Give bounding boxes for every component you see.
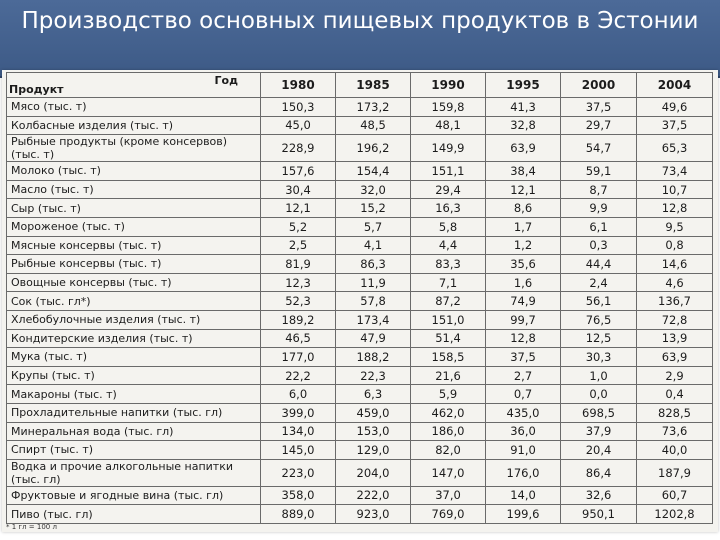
value-cell: 86,4 [561, 459, 637, 486]
value-cell: 48,1 [411, 116, 486, 135]
value-cell: 32,8 [486, 116, 561, 135]
value-cell: 45,0 [261, 116, 336, 135]
table-row [7, 116, 713, 135]
value-cell: 189,2 [261, 310, 336, 329]
value-cell: 11,9 [336, 273, 411, 292]
value-cell: 74,9 [486, 292, 561, 311]
table-row [7, 348, 713, 367]
value-cell: 187,9 [637, 459, 713, 486]
value-cell: 4,6 [637, 273, 713, 292]
product-name-cell: Кондитерские изделия (тыс. т) [7, 329, 261, 348]
table-row [7, 310, 713, 329]
value-cell: 15,2 [336, 199, 411, 218]
table-row [7, 292, 713, 311]
value-cell: 134,0 [261, 422, 336, 441]
product-name-cell: Пиво (тыс. гл) [7, 505, 261, 524]
value-cell: 1,7 [486, 217, 561, 236]
value-cell: 923,0 [336, 505, 411, 524]
header-corner-cell [7, 73, 261, 98]
product-name-cell: Сыр (тыс. т) [7, 199, 261, 218]
value-cell: 358,0 [261, 486, 336, 505]
value-cell: 228,9 [261, 135, 336, 162]
value-cell: 950,1 [561, 505, 637, 524]
value-cell: 63,9 [486, 135, 561, 162]
product-name-cell: Масло (тыс. т) [7, 180, 261, 199]
value-cell: 32,0 [336, 180, 411, 199]
table-row [7, 236, 713, 255]
table-row [7, 180, 713, 199]
value-cell: 12,1 [486, 180, 561, 199]
value-cell: 157,6 [261, 162, 336, 181]
table-row [7, 403, 713, 422]
value-cell: 59,1 [561, 162, 637, 181]
value-cell: 52,3 [261, 292, 336, 311]
value-cell: 30,4 [261, 180, 336, 199]
value-cell: 63,9 [637, 348, 713, 367]
value-cell: 4,4 [411, 236, 486, 255]
value-cell: 4,1 [336, 236, 411, 255]
table-row [7, 441, 713, 460]
value-cell: 2,4 [561, 273, 637, 292]
value-cell: 35,6 [486, 255, 561, 274]
value-cell: 12,8 [486, 329, 561, 348]
value-cell: 177,0 [261, 348, 336, 367]
year-header: 1985 [336, 73, 411, 98]
table-row [7, 135, 713, 162]
value-cell: 2,5 [261, 236, 336, 255]
value-cell: 16,3 [411, 199, 486, 218]
product-name-cell: Хлебобулочные изделия (тыс. т) [7, 310, 261, 329]
value-cell: 57,8 [336, 292, 411, 311]
product-name-cell: Мука (тыс. т) [7, 348, 261, 367]
value-cell: 20,4 [561, 441, 637, 460]
value-cell: 8,6 [486, 199, 561, 218]
value-cell: 10,7 [637, 180, 713, 199]
value-cell: 0,3 [561, 236, 637, 255]
production-table [6, 72, 713, 524]
product-name-cell: Минеральная вода (тыс. гл) [7, 422, 261, 441]
value-cell: 37,5 [561, 98, 637, 117]
product-name-cell: Мороженое (тыс. т) [7, 217, 261, 236]
year-header: 1980 [261, 73, 336, 98]
value-cell: 54,7 [561, 135, 637, 162]
value-cell: 83,3 [411, 255, 486, 274]
value-cell: 399,0 [261, 403, 336, 422]
value-cell: 147,0 [411, 459, 486, 486]
value-cell: 173,2 [336, 98, 411, 117]
year-header: 1995 [486, 73, 561, 98]
table-body [7, 98, 713, 524]
value-cell: 14,6 [637, 255, 713, 274]
value-cell: 129,0 [336, 441, 411, 460]
value-cell: 14,0 [486, 486, 561, 505]
value-cell: 91,0 [486, 441, 561, 460]
value-cell: 37,0 [411, 486, 486, 505]
value-cell: 153,0 [336, 422, 411, 441]
value-cell: 158,5 [411, 348, 486, 367]
value-cell: 6,0 [261, 385, 336, 404]
value-cell: 9,5 [637, 217, 713, 236]
product-name-cell: Прохладительные напитки (тыс. гл) [7, 403, 261, 422]
value-cell: 5,8 [411, 217, 486, 236]
year-header: 1990 [411, 73, 486, 98]
value-cell: 41,3 [486, 98, 561, 117]
value-cell: 2,9 [637, 366, 713, 385]
value-cell: 1202,8 [637, 505, 713, 524]
value-cell: 186,0 [411, 422, 486, 441]
value-cell: 12,5 [561, 329, 637, 348]
value-cell: 435,0 [486, 403, 561, 422]
value-cell: 76,5 [561, 310, 637, 329]
value-cell: 136,7 [637, 292, 713, 311]
table-row [7, 385, 713, 404]
value-cell: 145,0 [261, 441, 336, 460]
header-product-label: Продукт [9, 83, 64, 96]
value-cell: 12,8 [637, 199, 713, 218]
value-cell: 769,0 [411, 505, 486, 524]
product-name-cell: Крупы (тыс. т) [7, 366, 261, 385]
value-cell: 38,4 [486, 162, 561, 181]
value-cell: 51,4 [411, 329, 486, 348]
value-cell: 828,5 [637, 403, 713, 422]
value-cell: 8,7 [561, 180, 637, 199]
value-cell: 73,6 [637, 422, 713, 441]
value-cell: 82,0 [411, 441, 486, 460]
table-row [7, 505, 713, 524]
value-cell: 7,1 [411, 273, 486, 292]
value-cell: 37,9 [561, 422, 637, 441]
product-name-cell: Сок (тыс. гл*) [7, 292, 261, 311]
product-name-cell: Колбасные изделия (тыс. т) [7, 116, 261, 135]
value-cell: 49,6 [637, 98, 713, 117]
value-cell: 47,9 [336, 329, 411, 348]
value-cell: 48,5 [336, 116, 411, 135]
value-cell: 22,3 [336, 366, 411, 385]
value-cell: 6,1 [561, 217, 637, 236]
value-cell: 459,0 [336, 403, 411, 422]
value-cell: 173,4 [336, 310, 411, 329]
value-cell: 889,0 [261, 505, 336, 524]
value-cell: 204,0 [336, 459, 411, 486]
value-cell: 698,5 [561, 403, 637, 422]
product-name-cell: Молоко (тыс. т) [7, 162, 261, 181]
footnote: * 1 гл = 100 л [6, 523, 57, 531]
value-cell: 188,2 [336, 348, 411, 367]
table-row [7, 199, 713, 218]
value-cell: 1,2 [486, 236, 561, 255]
table-row [7, 459, 713, 486]
value-cell: 37,5 [486, 348, 561, 367]
product-name-cell: Макароны (тыс. т) [7, 385, 261, 404]
value-cell: 12,1 [261, 199, 336, 218]
product-name-cell: Овощные консервы (тыс. т) [7, 273, 261, 292]
value-cell: 72,8 [637, 310, 713, 329]
value-cell: 196,2 [336, 135, 411, 162]
product-name-cell: Спирт (тыс. т) [7, 441, 261, 460]
table-row [7, 162, 713, 181]
value-cell: 56,1 [561, 292, 637, 311]
value-cell: 5,2 [261, 217, 336, 236]
table-row [7, 486, 713, 505]
value-cell: 22,2 [261, 366, 336, 385]
slide-title: Производство основных пищевых продуктов в Эстонии [21, 8, 699, 34]
value-cell: 5,7 [336, 217, 411, 236]
value-cell: 73,4 [637, 162, 713, 181]
table-row [7, 422, 713, 441]
value-cell: 0,7 [486, 385, 561, 404]
value-cell: 65,3 [637, 135, 713, 162]
year-header: 2000 [561, 73, 637, 98]
value-cell: 1,6 [486, 273, 561, 292]
value-cell: 0,8 [637, 236, 713, 255]
value-cell: 60,7 [637, 486, 713, 505]
value-cell: 1,0 [561, 366, 637, 385]
value-cell: 223,0 [261, 459, 336, 486]
table-row [7, 255, 713, 274]
table-header-row [7, 73, 713, 98]
value-cell: 154,4 [336, 162, 411, 181]
value-cell: 44,4 [561, 255, 637, 274]
value-cell: 149,9 [411, 135, 486, 162]
value-cell: 40,0 [637, 441, 713, 460]
value-cell: 5,9 [411, 385, 486, 404]
product-name-cell: Мясные консервы (тыс. т) [7, 236, 261, 255]
value-cell: 222,0 [336, 486, 411, 505]
value-cell: 12,3 [261, 273, 336, 292]
value-cell: 0,0 [561, 385, 637, 404]
value-cell: 46,5 [261, 329, 336, 348]
value-cell: 9,9 [561, 199, 637, 218]
value-cell: 81,9 [261, 255, 336, 274]
value-cell: 6,3 [336, 385, 411, 404]
value-cell: 99,7 [486, 310, 561, 329]
product-name-cell: Рыбные консервы (тыс. т) [7, 255, 261, 274]
value-cell: 150,3 [261, 98, 336, 117]
value-cell: 37,5 [637, 116, 713, 135]
table-row [7, 273, 713, 292]
value-cell: 462,0 [411, 403, 486, 422]
value-cell: 151,0 [411, 310, 486, 329]
table-row [7, 366, 713, 385]
product-name-cell: Водка и прочие алкогольные напитки (тыс. гл) [7, 459, 261, 486]
product-name-cell: Фруктовые и ягодные вина (тыс. гл) [7, 486, 261, 505]
header-year-label: Год [214, 74, 238, 87]
product-name-cell: Мясо (тыс. т) [7, 98, 261, 117]
value-cell: 151,1 [411, 162, 486, 181]
value-cell: 30,3 [561, 348, 637, 367]
table-row [7, 329, 713, 348]
table-row [7, 98, 713, 117]
value-cell: 36,0 [486, 422, 561, 441]
scanned-table-image [2, 70, 718, 532]
value-cell: 86,3 [336, 255, 411, 274]
year-header: 2004 [637, 73, 713, 98]
value-cell: 176,0 [486, 459, 561, 486]
value-cell: 21,6 [411, 366, 486, 385]
value-cell: 29,4 [411, 180, 486, 199]
value-cell: 0,4 [637, 385, 713, 404]
table-row [7, 217, 713, 236]
value-cell: 199,6 [486, 505, 561, 524]
product-name-cell: Рыбные продукты (кроме консервов) (тыс. т) [7, 135, 261, 162]
value-cell: 87,2 [411, 292, 486, 311]
title-bar [0, 0, 720, 78]
value-cell: 32,6 [561, 486, 637, 505]
value-cell: 13,9 [637, 329, 713, 348]
value-cell: 159,8 [411, 98, 486, 117]
value-cell: 29,7 [561, 116, 637, 135]
value-cell: 2,7 [486, 366, 561, 385]
